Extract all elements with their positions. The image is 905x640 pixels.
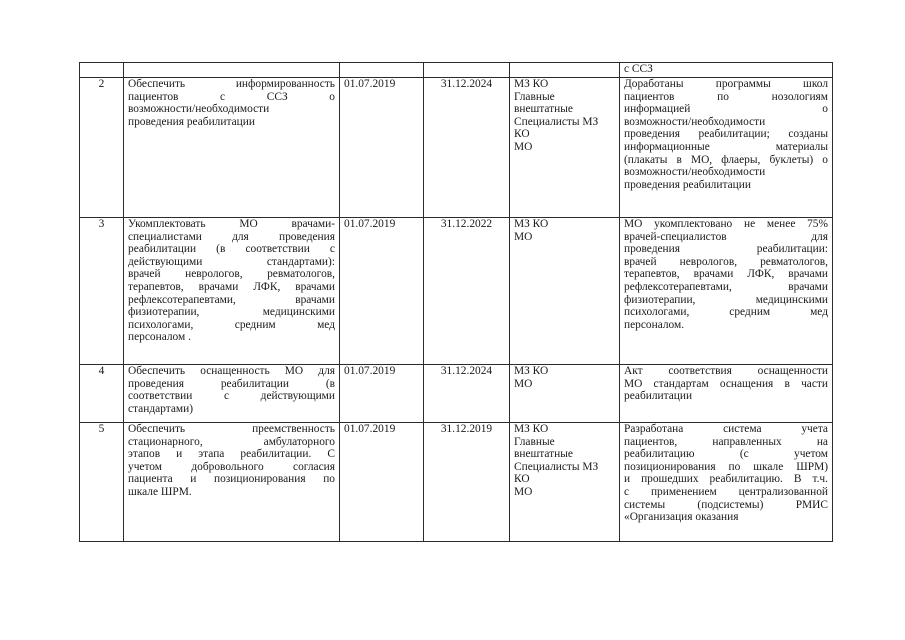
result-line: информационные материалы bbox=[624, 140, 828, 153]
task-line: действующими стандартами): bbox=[128, 255, 335, 268]
cell-start bbox=[340, 63, 424, 78]
cell-task bbox=[124, 63, 340, 78]
cell-task bbox=[124, 218, 340, 365]
task-line: учетом добровольного согласия bbox=[128, 460, 335, 473]
responsible-line: Специалисты МЗ bbox=[514, 115, 599, 128]
responsible-line: МО bbox=[514, 377, 533, 390]
responsible-line: внештатные bbox=[514, 448, 573, 461]
task-line: специалистами для проведения bbox=[128, 230, 335, 243]
cell-start-date: 01.07.2019 bbox=[340, 78, 424, 218]
result-line: позиционирования по шкале ШРМ) bbox=[624, 460, 828, 473]
responsible-line: Главные bbox=[514, 90, 555, 103]
task-line: персоналом . bbox=[128, 331, 191, 344]
cell-responsible bbox=[510, 63, 620, 78]
cell-end-date: 31.12.2022 bbox=[424, 218, 510, 365]
result-line: «Организация оказания bbox=[624, 511, 739, 524]
responsible-line: МЗ КО bbox=[514, 423, 549, 435]
cell-end-date: 31.12.2019 bbox=[424, 423, 510, 542]
responsible-line: КО bbox=[514, 128, 530, 141]
result-line: информацией о bbox=[624, 103, 828, 116]
task-line: реабилитации (в соответствии с bbox=[128, 243, 335, 256]
task-line: Укомплектовать МО врачами- bbox=[128, 218, 335, 230]
cell-responsible bbox=[510, 423, 620, 542]
result-line: с ССЗ bbox=[624, 63, 653, 75]
result-line: возможности/необходимости bbox=[624, 166, 766, 179]
task-line: соответствии с действующими bbox=[128, 390, 335, 403]
cell-end bbox=[424, 63, 510, 78]
table-row bbox=[80, 78, 833, 218]
result-line: возможности/необходимости bbox=[624, 115, 766, 128]
result-line: пациентов по нозологиям bbox=[624, 90, 828, 103]
task-line: врачей неврологов, ревматологов, bbox=[128, 268, 335, 281]
result-line: реабилитацию (с учетом bbox=[624, 448, 828, 461]
task-line: психологами, средним мед bbox=[128, 318, 335, 331]
row-number: 3 bbox=[80, 218, 124, 365]
task-line: Обеспечить преемственность bbox=[128, 423, 335, 435]
responsible-line: Главные bbox=[514, 435, 555, 448]
result-line: Доработаны программы школ bbox=[624, 78, 828, 90]
task-line: терапевтов, врачами ЛФК, врачами bbox=[128, 280, 335, 293]
cell-task bbox=[124, 423, 340, 542]
result-line: психологами, средним мед bbox=[624, 306, 828, 319]
result-line: реабилитации bbox=[624, 390, 693, 403]
cell-responsible bbox=[510, 78, 620, 218]
cell-result bbox=[620, 218, 833, 365]
result-line: пациентов, направленных на bbox=[624, 435, 828, 448]
result-line: с применением централизованной bbox=[624, 485, 828, 498]
result-line: рефлексотерапевтами, врачами bbox=[624, 280, 828, 293]
result-line: МО укомплектовано не менее 75% bbox=[624, 218, 828, 230]
result-line: персоналом. bbox=[624, 318, 685, 331]
cell-task bbox=[124, 78, 340, 218]
task-line: стационарного, амбулаторного bbox=[128, 435, 335, 448]
task-line: стандартами) bbox=[128, 402, 193, 415]
task-line: Обеспечить информированность bbox=[128, 78, 335, 90]
cell-result bbox=[620, 365, 833, 423]
result-line: врачей-специалистов для bbox=[624, 230, 828, 243]
result-line: Разработана система учета bbox=[624, 423, 828, 435]
cell-end-date: 31.12.2024 bbox=[424, 365, 510, 423]
result-line: врачей неврологов, ревматологов, bbox=[624, 255, 828, 268]
cell-task bbox=[124, 365, 340, 423]
responsible-line: МЗ КО bbox=[514, 218, 549, 230]
responsible-line: МО bbox=[514, 485, 533, 498]
task-line: рефлексотерапевтами, врачами bbox=[128, 293, 335, 306]
task-line: этапов и этапа реабилитации. С bbox=[128, 448, 335, 461]
row-number: 4 bbox=[80, 365, 124, 423]
task-line: Обеспечить оснащенность МО для bbox=[128, 365, 335, 377]
responsible-line: Специалисты МЗ bbox=[514, 460, 599, 473]
result-line: и прошедших реабилитацию. В т.ч. bbox=[624, 473, 828, 486]
cell-end-date: 31.12.2024 bbox=[424, 78, 510, 218]
cell-result bbox=[620, 78, 833, 218]
result-line: МО стандартам оснащения в части bbox=[624, 377, 828, 390]
cell-result bbox=[620, 63, 833, 78]
continuation-row bbox=[80, 63, 833, 78]
cell-responsible bbox=[510, 365, 620, 423]
result-line: (плакаты в МО, флаеры, буклеты) о bbox=[624, 153, 828, 166]
result-line: проведения реабилитации: bbox=[624, 243, 828, 256]
responsible-line: КО bbox=[514, 473, 530, 486]
cell-start-date: 01.07.2019 bbox=[340, 218, 424, 365]
cell-responsible bbox=[510, 218, 620, 365]
task-line: шкале ШРМ. bbox=[128, 485, 192, 498]
responsible-line: МО bbox=[514, 140, 533, 153]
table-row bbox=[80, 423, 833, 542]
cell-result bbox=[620, 423, 833, 542]
row-number: 5 bbox=[80, 423, 124, 542]
result-line: терапевтов, врачами ЛФК, врачами bbox=[624, 268, 828, 281]
task-line: возможности/необходимости bbox=[128, 103, 270, 116]
result-line: физиотерапии, медицинскими bbox=[624, 293, 828, 306]
table-row bbox=[80, 365, 833, 423]
table-row bbox=[80, 218, 833, 365]
cell-start-date: 01.07.2019 bbox=[340, 365, 424, 423]
responsible-line: МЗ КО bbox=[514, 78, 549, 90]
task-line: пациентов с ССЗ о bbox=[128, 90, 335, 103]
cell-num bbox=[80, 63, 124, 78]
measures-table bbox=[79, 62, 833, 542]
responsible-line: МО bbox=[514, 230, 533, 243]
task-line: физиотерапии, медицинскими bbox=[128, 306, 335, 319]
result-line: проведения реабилитации bbox=[624, 178, 751, 191]
task-line: проведения реабилитации bbox=[128, 115, 255, 128]
responsible-line: МЗ КО bbox=[514, 365, 549, 377]
result-line: Акт соответствия оснащенности bbox=[624, 365, 828, 377]
task-line: пациента и позиционирования по bbox=[128, 473, 335, 486]
responsible-line: внештатные bbox=[514, 103, 573, 116]
result-line: системы (подсистемы) РМИС bbox=[624, 498, 828, 511]
result-line: проведения реабилитации; созданы bbox=[624, 128, 828, 141]
task-line: проведения реабилитации (в bbox=[128, 377, 335, 390]
cell-start-date: 01.07.2019 bbox=[340, 423, 424, 542]
row-number: 2 bbox=[80, 78, 124, 218]
